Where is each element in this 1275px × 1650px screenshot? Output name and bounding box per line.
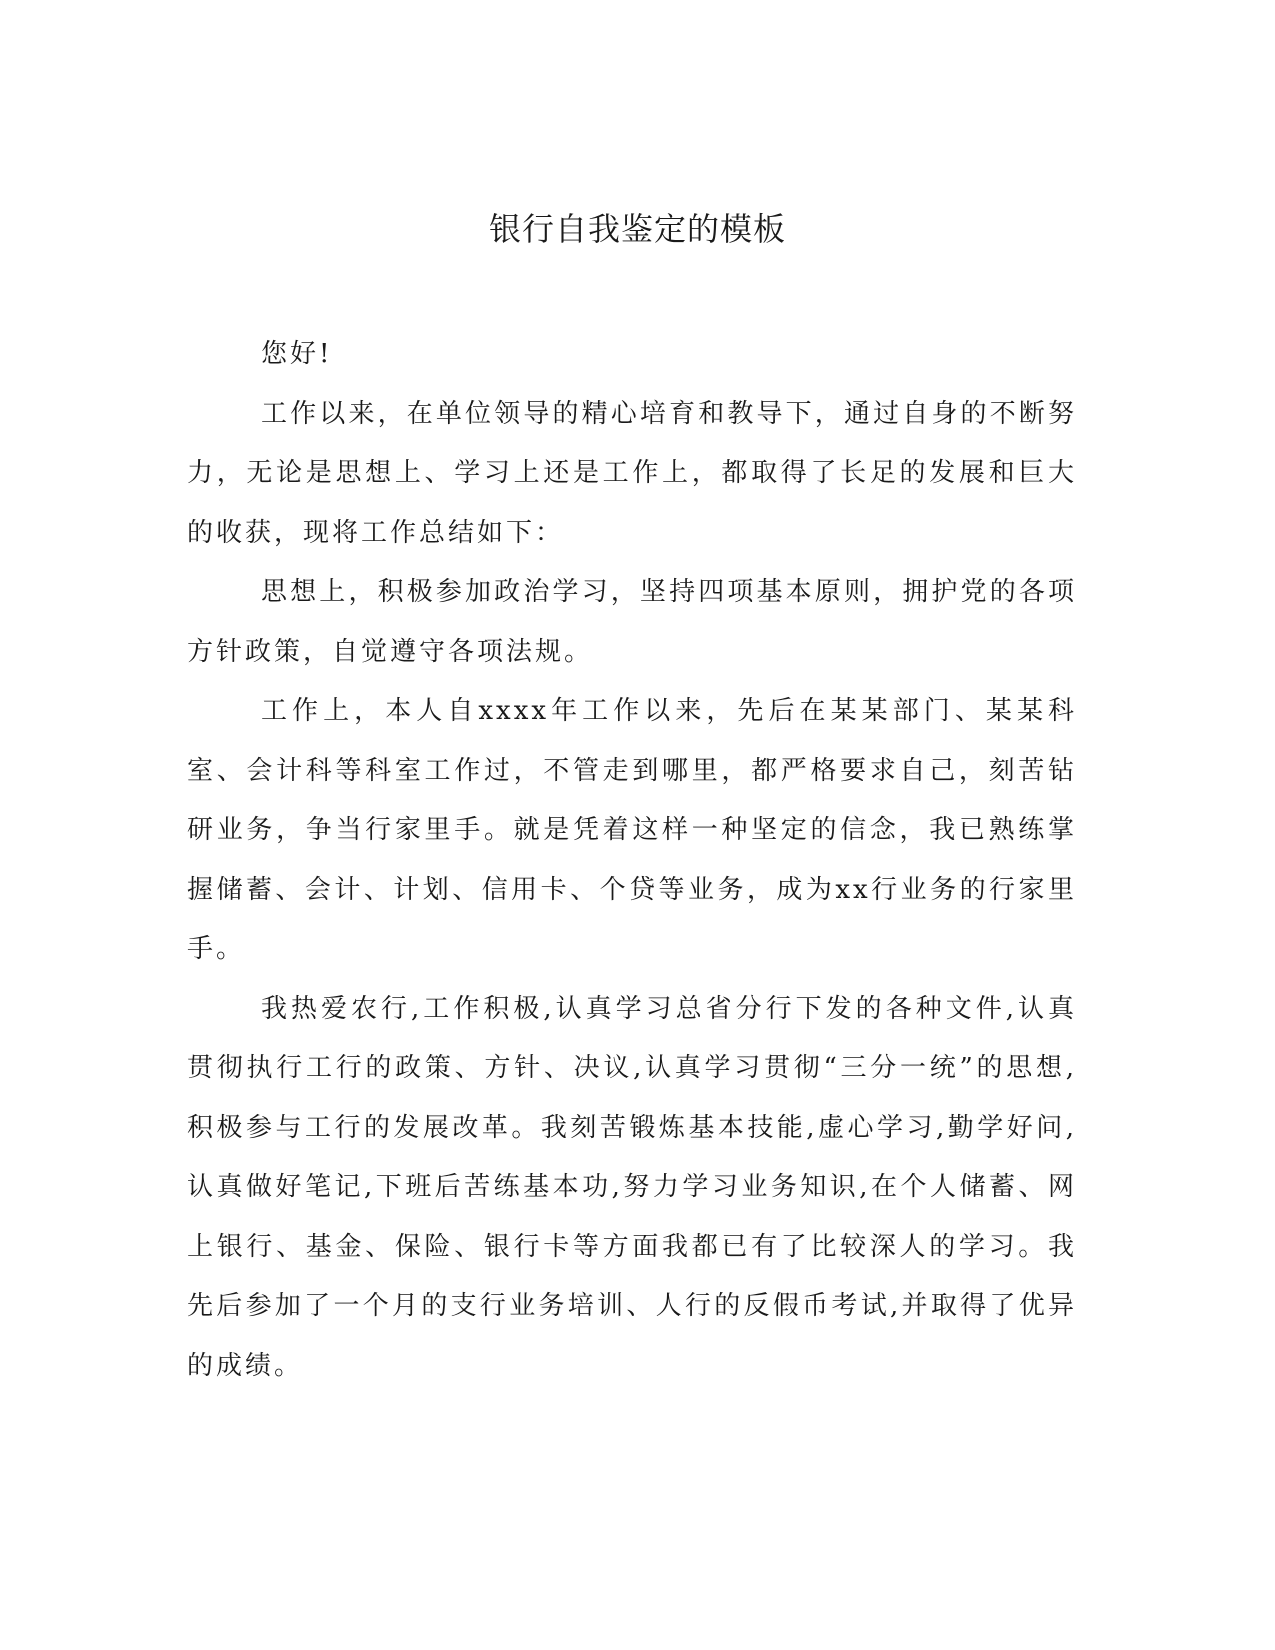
study-paragraph: 我热爱农行,工作积极,认真学习总省分行下发的各种文件,认真贯彻执行工行的政策、方针、决议,认真学习贯彻“三分一统”的思想,积极参与工行的发展改革。我刻苦锻炼基本技能,虚心学习,勤学好问,认真做好笔记,下班后苦练基本功,努力学习业务知识,在个人储蓄、网上银行、基金、保险、银行卡等方面我都已有了比较深人的学习。我先后参加了一个月的支行业务培训、人行的反假币考试,并取得了优异的成绩。: [187, 993, 1077, 1381]
greeting-paragraph: 您好!: [261, 339, 333, 369]
ideology-paragraph: 思想上，积极参加政治学习，坚持四项基本原则，拥护党的各项方针政策，自觉遵守各项法规。: [187, 577, 1077, 667]
page-title: 银行自我鉴定的模板: [488, 210, 786, 248]
intro-paragraph: 工作以来，在单位领导的精心培育和教导下，通过自身的不断努力，无论是思想上、学习上还是工作上，都取得了长足的发展和巨大的收获，现将工作总结如下：: [187, 398, 1077, 548]
work-paragraph: 工作上，本人自xxxx年工作以来，先后在某某部门、某某科室、会计科等科室工作过，不管走到哪里，都严格要求自己，刻苦钻研业务，争当行家里手。就是凭着这样一种坚定的信念，我已熟练掌握储蓄、会计、计划、信用卡、个贷等业务，成为xx行业务的行家里手。: [187, 696, 1077, 964]
document-body: [187, 325, 1077, 1396]
